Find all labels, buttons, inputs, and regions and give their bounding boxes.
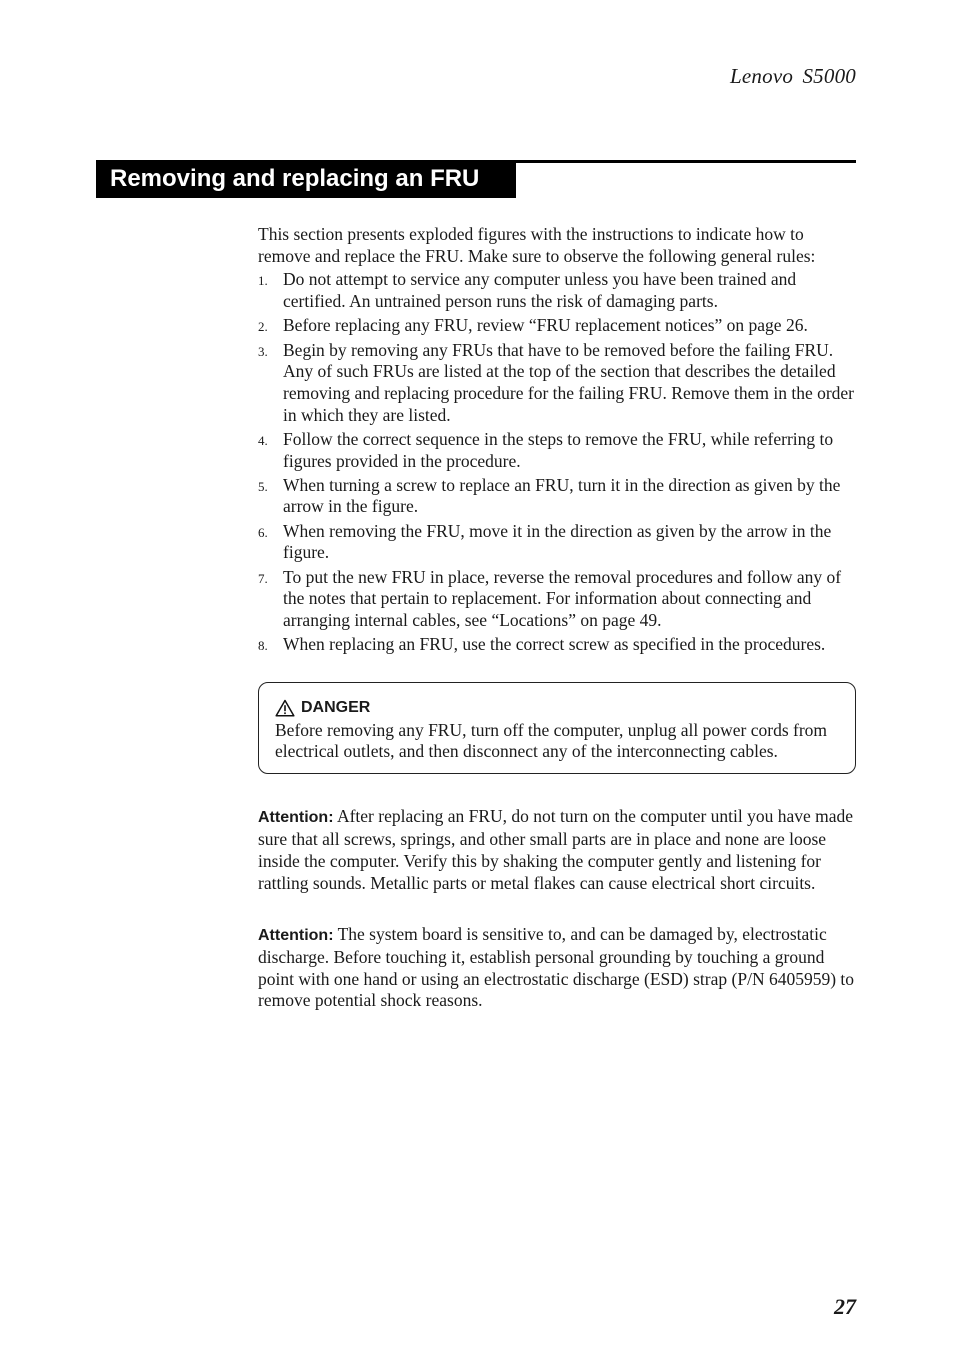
list-item [258, 567, 858, 632]
list-item-text: Follow the correct sequence in the steps to remove the FRU, while referring to figures provided in the procedure. [283, 428, 834, 471]
attention-note [258, 806, 858, 894]
warning-triangle-icon [275, 699, 295, 717]
list-item-number: 7. [258, 570, 268, 586]
list-item-number: 3. [258, 343, 268, 359]
list-item-number: 6. [258, 524, 268, 540]
section-title: Removing and replacing an FRU [96, 160, 516, 198]
running-header-title: Lenovo S5000 [730, 64, 856, 88]
list-item-text: Do not attempt to service any computer unless you have been trained and certified. An untrained person runs the risk of damaging parts. [283, 269, 797, 312]
danger-notice-box [258, 682, 856, 775]
page-number: 27 [834, 1294, 856, 1319]
main-content [258, 224, 858, 1030]
list-item-number: 1. [258, 273, 268, 289]
list-item-number: 8. [258, 638, 268, 654]
attention-text: After replacing an FRU, do not turn on the computer until you have made sure that all screws, springs, and other small parts are in place and none are loose inside the computer. Verify this by shaking the computer gently and listening for rattling sounds. Metallic parts or metal flakes can cause electrical short circuits. [258, 806, 854, 893]
danger-text: Before removing any FRU, turn off the computer, unplug all power cords from electrical outlets, and then disconnect any of the interconnecting cables. [275, 719, 828, 761]
general-rules-list [258, 269, 858, 655]
intro-paragraph: This section presents exploded figures with the instructions to indicate how to remove and replace the FRU. Make sure to observe the following general rules: [258, 224, 816, 266]
list-item [258, 269, 858, 312]
list-item [258, 429, 858, 472]
list-item-text: Begin by removing any FRUs that have to be removed before the failing FRU. Any of such FRUs are listed at the top of the section that describes the detailed removing and replacing procedure for the failing FRU. Remove them in the order in which they are listed. [283, 339, 855, 425]
list-item [258, 521, 858, 564]
list-item-text: When turning a screw to replace an FRU, turn it in the direction as given by the arrow in the figure. [283, 474, 841, 517]
attention-text: The system board is sensitive to, and can be damaged by, electrostatic discharge. Before touching it, establish personal grounding by touching a ground point with one hand or using an electrostatic discharge (ESD) strap (P/N 6405959) to remove potential shock reasons. [258, 924, 855, 1011]
attention-note [258, 924, 858, 1012]
list-item-text: When replacing an FRU, use the correct screw as specified in the procedures. [283, 634, 826, 655]
attention-label: Attention: [258, 927, 334, 945]
list-item-text: When removing the FRU, move it in the direction as given by the arrow in the figure. [283, 520, 832, 563]
list-item-text: To put the new FRU in place, reverse the removal procedures and follow any of the notes that pertain to replacement. For information about connecting and arranging internal cables, see “Locations” on page 49. [283, 566, 842, 630]
list-item [258, 315, 858, 337]
list-item-text: Before replacing any FRU, review “FRU replacement notices” on page 26. [283, 315, 808, 336]
list-item-number: 4. [258, 432, 268, 448]
danger-heading [275, 697, 839, 719]
list-item-number: 5. [258, 478, 268, 494]
danger-label: DANGER [301, 698, 371, 716]
list-item [258, 634, 858, 656]
list-item [258, 475, 858, 518]
list-item-number: 2. [258, 319, 268, 335]
list-item [258, 340, 858, 427]
attention-label: Attention: [258, 809, 334, 827]
